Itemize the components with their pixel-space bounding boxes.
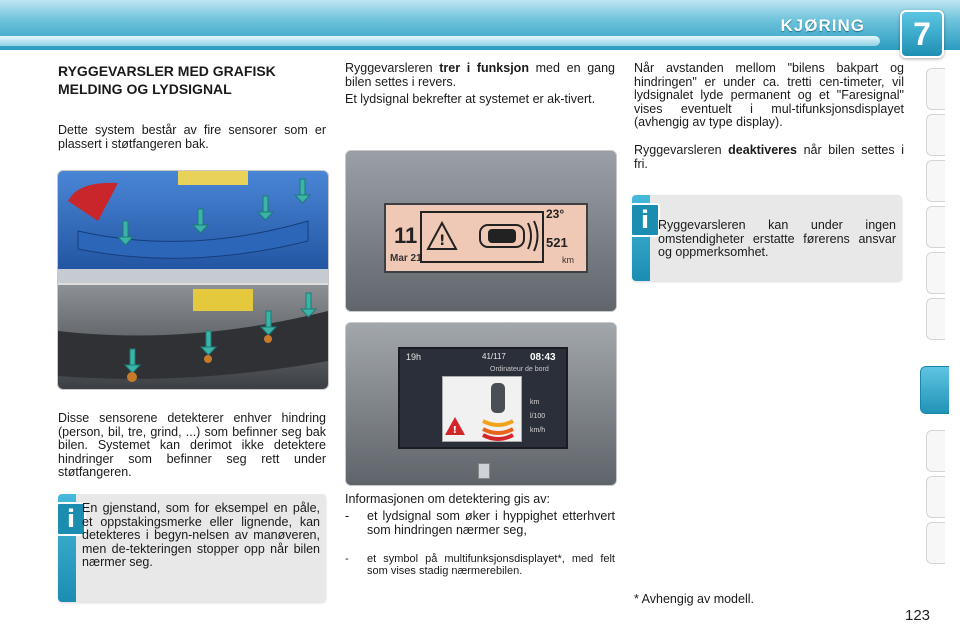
- display-big-number: 11: [394, 223, 418, 248]
- info-text-responsibility: Ryggevarsleren kan under ingen omstendigheter erstatte førerens ansvar og oppmerksomhet.: [658, 218, 896, 259]
- display-warning-frame: [420, 211, 544, 263]
- activation-text: Ryggevarsleren: [345, 61, 440, 75]
- display-screen: [384, 203, 588, 273]
- display-distance: 521: [546, 235, 568, 250]
- svg-text:!: !: [452, 425, 458, 436]
- warning-paragraph: Når avstanden mellom "bilens bakpart og hindringen" er under ca. tretti cen-timeter, vil lydsignalet lyde permanent og et "Faresignal" vises eventuelt i mul-tifunksjonsdisplayet (avhengig av type display).: [634, 61, 904, 129]
- display2-time-left: 19h: [406, 352, 422, 362]
- display2-clock: 08:43: [530, 352, 556, 363]
- page-number: 123: [905, 607, 931, 624]
- svg-text:!: !: [439, 233, 446, 249]
- deactivation-text-end: når bilen settes i fri.: [634, 143, 905, 171]
- display-unit-km: km: [562, 255, 574, 265]
- chapter-tab[interactable]: [926, 522, 945, 564]
- chapter-tabs: [926, 68, 948, 578]
- chapter-tab[interactable]: [926, 298, 945, 340]
- list-item-text: et symbol på multifunksjonsdisplayet*, med felt som vises stadig nærmerebilen.: [367, 553, 615, 577]
- chapter-number-badge: 7: [900, 10, 944, 58]
- display2-parking-panel: [442, 376, 522, 442]
- chapter-tab[interactable]: [926, 430, 945, 472]
- deactivation-text: Ryggevarsleren: [634, 143, 729, 157]
- color-display-image: [345, 322, 617, 486]
- activation-paragraph: [345, 62, 615, 89]
- header-stripe: [0, 36, 880, 46]
- display2-trip: 41/117: [482, 352, 506, 361]
- page-header: [0, 0, 960, 50]
- monochrome-display-image: [345, 150, 617, 312]
- list-item-text: et lydsignal som øker i hyppighet etterhvert som hindringen nærmer seg,: [367, 509, 615, 537]
- chapter-title: KJØRING: [780, 16, 865, 35]
- intro-paragraph: Dette system består av fire sensorer som er plassert i støtfangeren bak.: [58, 123, 326, 151]
- deactivation-bold: deaktiveres: [728, 143, 797, 157]
- chapter-tab[interactable]: [926, 114, 945, 156]
- list-bullet: -: [345, 553, 349, 565]
- info-intro: Informasjonen om detektering gis av:: [345, 492, 550, 506]
- info-box-responsibility: [632, 195, 902, 281]
- info-box-obstacle: [58, 494, 326, 602]
- info-icon: i: [630, 203, 660, 237]
- display2-parking-graphic: [443, 377, 521, 441]
- detection-paragraph: Disse sensorene detekterer enhver hindring (person, bil, tre, grind, ...) som befinner seg bak bilen. Systemet kan derimot ikke detektere hindringer som befinner seg rett under støtfangeren.: [58, 411, 326, 479]
- chapter-tab[interactable]: [926, 160, 945, 202]
- sound-paragraph: Et lydsignal bekrefter at systemet er ak-tivert.: [345, 92, 596, 106]
- chapter-tab[interactable]: [926, 476, 945, 518]
- info-icon: i: [56, 502, 86, 536]
- activation-bold: trer i funksjon: [439, 61, 529, 75]
- chapter-tab[interactable]: [926, 68, 945, 110]
- display2-label: Ordinateur de bord: [490, 366, 549, 373]
- display2-unit-kmh: km/h: [530, 427, 546, 434]
- parking-graphic: [422, 213, 542, 261]
- display2-screen: [398, 347, 568, 449]
- display2-unit-km: km: [530, 399, 540, 406]
- list-item: [345, 553, 615, 577]
- list-bullet: -: [345, 509, 350, 523]
- info-text-obstacle: En gjenstand, som for eksempel en påle, et oppstakingsmerke eller lignende, kan detekteres i begyn-nelsen av manøveren, men de-tekteringen stopper opp når bilen nærmer seg.: [82, 501, 320, 569]
- rear-bumper-sensors-image: [57, 170, 329, 390]
- footnote: * Avhengig av modell.: [634, 592, 754, 606]
- deactivation-paragraph: [634, 144, 904, 171]
- chapter-tab[interactable]: [926, 206, 945, 248]
- chapter-tab-active[interactable]: [920, 366, 949, 414]
- section-heading: RYGGEVARSLER MED GRAFISK MELDING OG LYDSIGNAL: [58, 63, 276, 97]
- rear-bumper-sensors-illustration: [58, 171, 328, 389]
- display-date: Mar 21: [390, 253, 422, 264]
- list-item: [345, 510, 615, 537]
- display-temperature: 23°: [546, 207, 565, 221]
- activation-text-end: med en gang bilen settes i revers.: [345, 61, 616, 89]
- display2-button: [478, 463, 490, 479]
- display2-unit-l100: l/100: [530, 413, 546, 420]
- chapter-tab[interactable]: [926, 252, 945, 294]
